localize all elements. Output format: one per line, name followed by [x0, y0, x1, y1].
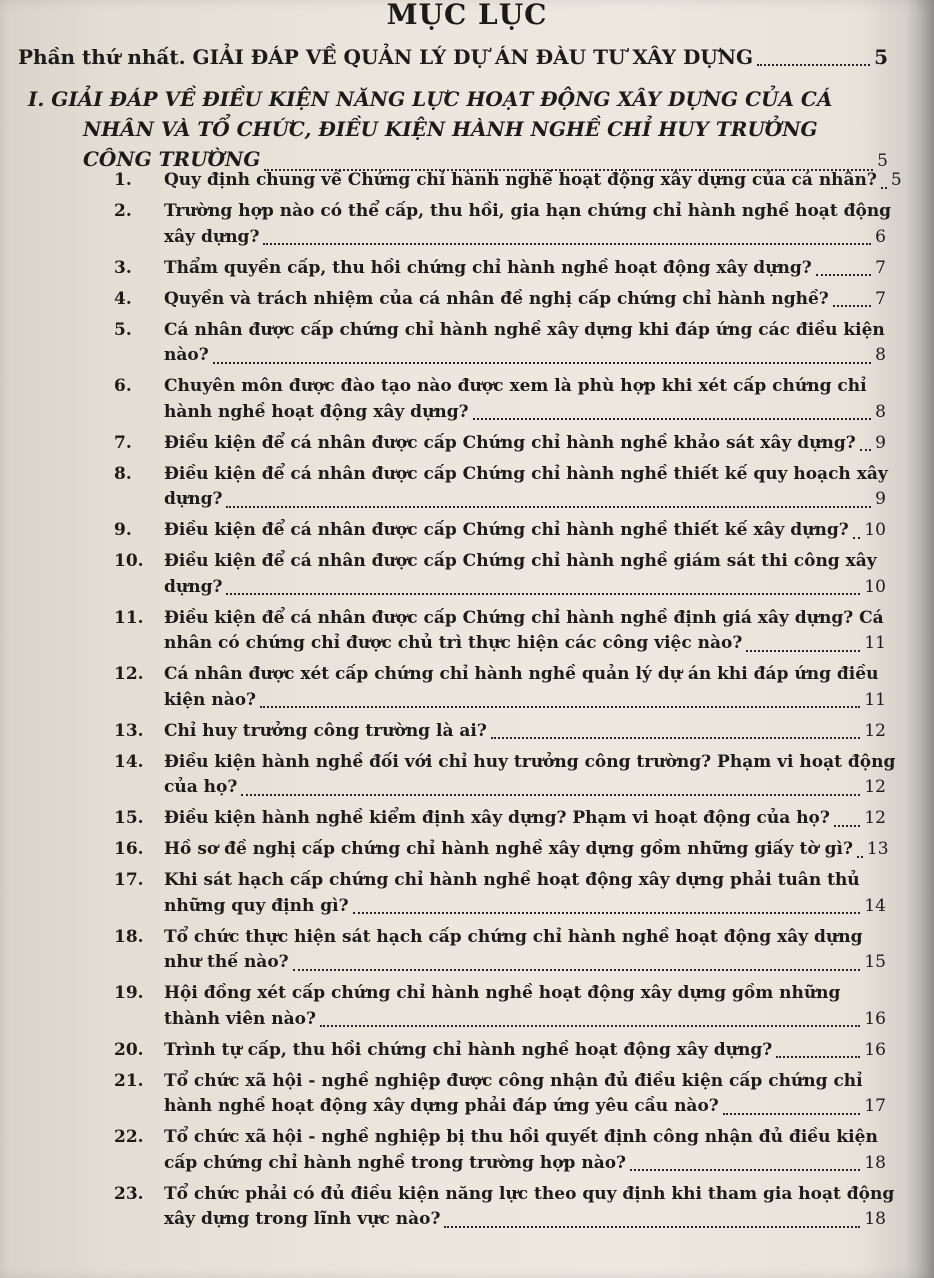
entry-text-line-2: cấp chứng chỉ hành nghề trong trường hợp nào?	[164, 1152, 627, 1173]
entry-text: Quy định chung về Chứng chỉ hành nghề hoạt động xây dựng của cá nhân?	[164, 170, 877, 190]
dot-leader	[293, 969, 861, 971]
section-heading-line-2: NHÂN VÀ TỔ CHỨC, ĐIỀU KIỆN HÀNH NGHỀ CHỈ HUY TRƯỞNG	[83, 117, 818, 141]
section-heading-line-3-text: CÔNG TRƯỜNG	[83, 147, 261, 171]
dot-leader	[881, 187, 887, 189]
entry-number: 11.	[114, 607, 144, 628]
dot-leader	[320, 1025, 860, 1027]
dot-leader	[746, 650, 860, 652]
toc-entry	[114, 318, 886, 369]
entry-number: 4.	[114, 288, 132, 309]
entry-page-number: 7	[875, 288, 886, 309]
part-heading	[18, 43, 888, 71]
entry-page-number: 11	[864, 689, 886, 710]
dot-leader	[226, 506, 871, 508]
dot-leader	[353, 912, 861, 914]
entry-page-number: 7	[875, 257, 886, 278]
toc-entries	[114, 168, 902, 1238]
entry-page-number: 16	[864, 1008, 886, 1029]
entry-text-line-1: Tổ chức xã hội - nghề nghiệp bị thu hồi quyết định công nhận đủ điều kiện	[164, 1127, 878, 1147]
entry-number: 22.	[114, 1127, 144, 1147]
toc-entry	[114, 431, 886, 457]
dot-leader	[757, 64, 870, 66]
entry-number: 16.	[114, 839, 144, 859]
dot-leader	[776, 1056, 860, 1058]
toc-entry	[114, 199, 892, 250]
toc-entry	[114, 925, 886, 976]
entry-number: 9.	[114, 520, 132, 540]
entry-text: Chỉ huy trưởng công trường là ai?	[164, 720, 487, 741]
toc-entry	[114, 256, 886, 282]
toc-entry	[114, 1182, 895, 1233]
toc-entry	[114, 837, 889, 863]
entry-text-line-2: hành nghề hoạt động xây dựng?	[164, 401, 469, 422]
dot-leader	[213, 362, 871, 364]
toc-entry	[114, 750, 896, 801]
dot-leader	[260, 706, 860, 708]
entry-page-number: 8	[875, 401, 886, 422]
entry-text: Điều kiện hành nghề kiểm định xây dựng? Phạm vi hoạt động của họ?	[164, 808, 830, 828]
dot-leader	[630, 1169, 860, 1171]
entry-text-line-1: Điều kiện để cá nhân được cấp Chứng chỉ hành nghề thiết kế quy hoạch xây	[164, 463, 888, 484]
dot-leader	[816, 274, 871, 276]
entry-number: 21.	[114, 1070, 144, 1091]
entry-page-number: 12	[864, 808, 886, 828]
entry-text-line-1: Điều kiện để cá nhân được cấp Chứng chỉ hành nghề định giá xây dựng? Cá	[164, 607, 884, 628]
entry-page-number: 6	[875, 226, 886, 247]
entry-text-line-1: Cá nhân được cấp chứng chỉ hành nghề xây dựng khi đáp ứng các điều kiện	[164, 319, 885, 340]
entry-text-line-2: của họ?	[164, 777, 238, 797]
entry-text-line-2: dựng?	[164, 489, 223, 509]
entry-text-line-1: Trường hợp nào có thể cấp, thu hồi, gia hạn chứng chỉ hành nghề hoạt động	[164, 201, 892, 221]
entry-number: 20.	[114, 1039, 144, 1060]
entry-number: 8.	[114, 463, 132, 484]
entry-page-number: 5	[890, 170, 902, 190]
entry-number: 17.	[114, 870, 144, 890]
dot-leader	[263, 243, 871, 245]
entry-text-line-2: nào?	[164, 345, 209, 365]
dot-leader	[853, 537, 861, 539]
entry-text-line-2: thành viên nào?	[164, 1008, 316, 1029]
entry-text-line-2: xây dựng trong lĩnh vực nào?	[164, 1209, 441, 1229]
entry-text-line-1: Tổ chức phải có đủ điều kiện năng lực theo quy định khi tham gia hoạt động	[164, 1183, 895, 1204]
dot-leader	[241, 794, 860, 796]
page-title: MỤC LỤC	[386, 0, 548, 31]
toc-entry	[114, 662, 886, 713]
entry-number: 13.	[114, 720, 144, 741]
toc-entry	[114, 287, 886, 313]
entry-text-line-1: Khi sát hạch cấp chứng chỉ hành nghề hoạt động xây dựng phải tuân thủ	[164, 870, 860, 890]
entry-page-number: 13	[866, 839, 889, 859]
entry-number: 19.	[114, 983, 144, 1003]
toc-entry	[114, 462, 886, 513]
entry-text-line-1: Cá nhân được xét cấp chứng chỉ hành nghề quản lý dự án khi đáp ứng điều	[164, 664, 879, 684]
toc-entry	[114, 606, 886, 657]
entry-page-number: 18	[864, 1152, 886, 1173]
entry-text: Hồ sơ đề nghị cấp chứng chỉ hành nghề xây dựng gồm những giấy tờ gì?	[164, 839, 853, 859]
entry-text-line-1: Tổ chức thực hiện sát hạch cấp chứng chỉ hành nghề hoạt động xây dựng	[164, 926, 863, 947]
entry-text: Điều kiện để cá nhân được cấp Chứng chỉ hành nghề khảo sát xây dựng?	[164, 432, 856, 453]
toc-entry	[114, 549, 886, 600]
entry-text-line-1: Hội đồng xét cấp chứng chỉ hành nghề hoạt động xây dựng gồm những	[164, 983, 841, 1003]
dot-leader	[834, 825, 861, 827]
entry-number: 5.	[114, 319, 132, 340]
entry-page-number: 15	[864, 952, 886, 972]
entry-text-line-2: những quy định gì?	[164, 895, 349, 916]
entry-text-line-2: xây dựng?	[164, 226, 260, 247]
entry-number: 15.	[114, 808, 144, 828]
entry-text-line-1: Chuyên môn được đào tạo nào được xem là phù hợp khi xét cấp chứng chỉ	[164, 376, 867, 396]
entry-text-line-2: nhân có chứng chỉ được chủ trì thực hiện các công việc nào?	[164, 633, 743, 653]
entry-text-line-2: như thế nào?	[164, 952, 289, 972]
entry-text: Trình tự cấp, thu hồi chứng chỉ hành nghề hoạt động xây dựng?	[164, 1039, 773, 1060]
entry-page-number: 8	[875, 345, 886, 365]
entry-number: 6.	[114, 376, 132, 396]
entry-text-line-1: Tổ chức xã hội - nghề nghiệp được công nhận đủ điều kiện cấp chứng chỉ	[164, 1070, 863, 1091]
dot-leader	[491, 737, 861, 739]
entry-text-line-2: hành nghề hoạt động xây dựng phải đáp ứng yêu cầu nào?	[164, 1096, 719, 1116]
entry-text-line-1: Điều kiện hành nghề đối với chỉ huy trưởng công trường? Phạm vi hoạt động	[164, 751, 896, 772]
toc-entry	[114, 806, 886, 832]
entry-number: 1.	[114, 170, 132, 190]
toc-entry	[114, 168, 902, 194]
entry-text-line-2: dựng?	[164, 576, 223, 597]
dot-leader	[860, 449, 871, 451]
toc-entry	[114, 1069, 886, 1120]
toc-entry	[114, 374, 886, 425]
toc-entry	[114, 1038, 886, 1064]
entry-number: 18.	[114, 926, 144, 947]
dot-leader	[444, 1226, 860, 1228]
entry-number: 2.	[114, 201, 132, 221]
entry-page-number: 12	[864, 720, 886, 741]
entry-number: 7.	[114, 432, 132, 453]
entry-page-number: 12	[864, 777, 886, 797]
entry-page-number: 9	[875, 432, 886, 453]
entry-page-number: 16	[864, 1039, 886, 1060]
toc-entry	[114, 1125, 886, 1176]
dot-leader	[833, 305, 871, 307]
entry-page-number: 18	[864, 1209, 886, 1229]
section-heading-line-1: I. GIẢI ĐÁP VỀ ĐIỀU KIỆN NĂNG LỰC HOẠT ĐỘNG XÂY DỰNG CỦA CÁ	[28, 87, 833, 111]
entry-text: Quyền và trách nhiệm của cá nhân đề nghị cấp chứng chỉ hành nghề?	[164, 288, 829, 309]
entry-page-number: 17	[864, 1096, 886, 1116]
entry-number: 3.	[114, 257, 132, 278]
dot-leader	[473, 418, 872, 420]
part-heading-text: Phần thứ nhất. GIẢI ĐÁP VỀ QUẢN LÝ DỰ ÁN ĐÀU TƯ XÂY DỰNG	[18, 45, 754, 69]
section-page-number: 5	[877, 151, 888, 171]
entry-page-number: 11	[864, 633, 886, 653]
entry-number: 23.	[114, 1183, 144, 1204]
entry-number: 14.	[114, 751, 144, 772]
toc-entry	[114, 518, 886, 544]
entry-text-line-2: kiện nào?	[164, 689, 257, 710]
dot-leader	[723, 1113, 861, 1115]
dot-leader	[857, 856, 863, 858]
entry-page-number: 9	[875, 489, 886, 509]
toc-entry	[114, 981, 886, 1032]
toc-entry	[114, 719, 886, 745]
entry-text: Thẩm quyền cấp, thu hồi chứng chỉ hành nghề hoạt động xây dựng?	[164, 257, 812, 278]
entry-text: Điều kiện để cá nhân được cấp Chứng chỉ hành nghề thiết kế xây dựng?	[164, 520, 849, 540]
entry-number: 10.	[114, 551, 144, 571]
section-heading	[28, 84, 888, 176]
entry-page-number: 10	[864, 520, 886, 540]
entry-page-number: 14	[864, 895, 886, 916]
entry-page-number: 10	[864, 576, 886, 597]
entry-text-line-1: Điều kiện để cá nhân được cấp Chứng chỉ hành nghề giám sát thi công xây	[164, 551, 877, 571]
toc-entry	[114, 868, 886, 919]
part-page-number: 5	[874, 45, 888, 69]
dot-leader	[226, 593, 860, 595]
entry-number: 12.	[114, 664, 144, 684]
page-gutter-shadow	[906, 0, 934, 1278]
